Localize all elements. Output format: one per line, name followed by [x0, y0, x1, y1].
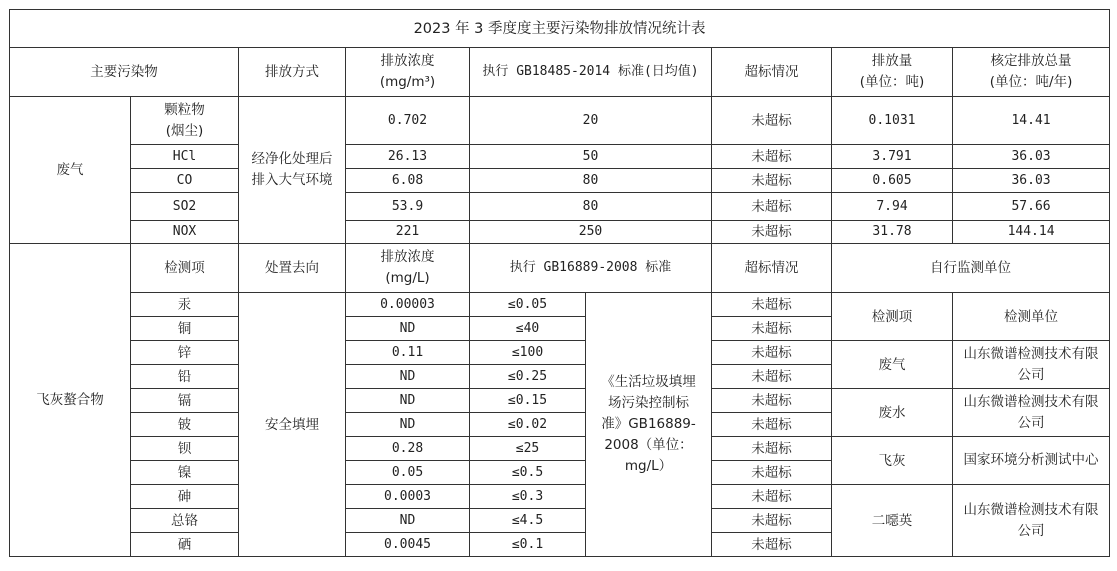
- ash-exceed: 未超标: [712, 389, 832, 413]
- ash-exceed: 未超标: [712, 509, 832, 533]
- air-item: SO2: [131, 193, 239, 221]
- ash-conc: 0.28: [346, 437, 470, 461]
- monitor-item: 二噁英: [832, 485, 953, 557]
- monitor-unit: 国家环境分析测试中心: [953, 437, 1110, 485]
- ash-exceed: 未超标: [712, 365, 832, 389]
- ash-item: 汞: [131, 293, 239, 317]
- header-quota-unit: (单位：吨/年): [989, 74, 1073, 90]
- air-exceed: 未超标: [712, 221, 832, 244]
- air-amount: 0.605: [832, 169, 953, 193]
- header-quota: [953, 48, 1110, 97]
- ash-conc: ND: [346, 365, 470, 389]
- ash-header-item: 检测项: [131, 244, 239, 293]
- air-conc: 26.13: [346, 145, 470, 169]
- ash-limit: ≤40: [470, 317, 586, 341]
- ash-limit: ≤0.5: [470, 461, 586, 485]
- header-concentration-unit: (mg/m³): [379, 74, 436, 90]
- air-exceed: 未超标: [712, 145, 832, 169]
- air-exceed: 未超标: [712, 169, 832, 193]
- air-exceed: 未超标: [712, 193, 832, 221]
- ash-conc: 0.00003: [346, 293, 470, 317]
- ash-limit: ≤0.05: [470, 293, 586, 317]
- ash-conc: 0.05: [346, 461, 470, 485]
- header-concentration: [346, 48, 470, 97]
- header-exceed: 超标情况: [712, 48, 832, 97]
- ash-conc: ND: [346, 389, 470, 413]
- ash-header-concentration: [346, 244, 470, 293]
- table-row: [10, 145, 1110, 169]
- ash-header-concentration-label: 排放浓度: [380, 249, 435, 265]
- header-pollutant: 主要污染物: [10, 48, 239, 97]
- ash-header-exceed: 超标情况: [712, 244, 832, 293]
- ash-item: 钡: [131, 437, 239, 461]
- table-row: [10, 389, 1110, 413]
- header-quota-label: 核定排放总量: [990, 53, 1072, 69]
- ash-header-standard: 执行 GB16889-2008 标准: [470, 244, 712, 293]
- header-standard: 执行 GB18485-2014 标准(日均值): [470, 48, 712, 97]
- ash-limit: ≤0.25: [470, 365, 586, 389]
- ash-item: 铍: [131, 413, 239, 437]
- monitor-unit: 山东微谱检测技术有限公司: [953, 485, 1110, 557]
- pollutant-emission-table: [9, 9, 1110, 557]
- air-standard: 80: [470, 193, 712, 221]
- ash-disposal: 安全填埋: [239, 293, 346, 557]
- ash-header-disposal: 处置去向: [239, 244, 346, 293]
- air-amount: 31.78: [832, 221, 953, 244]
- table-row: [10, 169, 1110, 193]
- ash-limit: ≤100: [470, 341, 586, 365]
- header-amount: [832, 48, 953, 97]
- ash-conc: ND: [346, 317, 470, 341]
- table-row: [10, 193, 1110, 221]
- header-concentration-label: 排放浓度: [380, 53, 435, 69]
- air-standard: 20: [470, 97, 712, 145]
- ash-conc: 0.11: [346, 341, 470, 365]
- ash-exceed: 未超标: [712, 485, 832, 509]
- table-row: [10, 97, 1110, 145]
- air-quota: 144.14: [953, 221, 1110, 244]
- air-item: HCl: [131, 145, 239, 169]
- table-row: [10, 293, 1110, 317]
- header-amount-unit: (单位：吨): [859, 74, 925, 90]
- ash-exceed: 未超标: [712, 461, 832, 485]
- ash-limit: ≤0.02: [470, 413, 586, 437]
- air-conc: 221: [346, 221, 470, 244]
- ash-header-monitor: 自行监测单位: [832, 244, 1110, 293]
- monitor-header-item: 检测项: [832, 293, 953, 341]
- ash-conc: ND: [346, 509, 470, 533]
- ash-item: 硒: [131, 533, 239, 557]
- air-method: 经净化处理后排入大气环境: [239, 97, 346, 244]
- ash-item: 锌: [131, 341, 239, 365]
- monitor-item: 飞灰: [832, 437, 953, 485]
- air-standard: 50: [470, 145, 712, 169]
- ash-item: 铅: [131, 365, 239, 389]
- air-amount: 3.791: [832, 145, 953, 169]
- ash-limit: ≤0.1: [470, 533, 586, 557]
- ash-conc: ND: [346, 413, 470, 437]
- air-conc: 53.9: [346, 193, 470, 221]
- ash-category: 飞灰螯合物: [10, 244, 131, 557]
- air-quota: 14.41: [953, 97, 1110, 145]
- ash-header-concentration-unit: (mg/L): [385, 270, 430, 286]
- air-quota: 36.03: [953, 169, 1110, 193]
- header-method: 排放方式: [239, 48, 346, 97]
- ash-exceed: 未超标: [712, 341, 832, 365]
- air-conc: 6.08: [346, 169, 470, 193]
- monitor-unit: 山东微谱检测技术有限公司: [953, 341, 1110, 389]
- monitor-header-unit: 检测单位: [953, 293, 1110, 341]
- air-item: NOX: [131, 221, 239, 244]
- ash-conc: 0.0045: [346, 533, 470, 557]
- table-row: [10, 221, 1110, 244]
- air-quota: 57.66: [953, 193, 1110, 221]
- ash-item: 砷: [131, 485, 239, 509]
- ash-exceed: 未超标: [712, 413, 832, 437]
- ash-exceed: 未超标: [712, 317, 832, 341]
- monitor-item: 废气: [832, 341, 953, 389]
- ash-exceed: 未超标: [712, 533, 832, 557]
- ash-limit: ≤25: [470, 437, 586, 461]
- air-standard: 80: [470, 169, 712, 193]
- ash-item: 镉: [131, 389, 239, 413]
- monitor-unit: 山东微谱检测技术有限公司: [953, 389, 1110, 437]
- ash-conc: 0.0003: [346, 485, 470, 509]
- ash-limit: ≤0.3: [470, 485, 586, 509]
- air-item: CO: [131, 169, 239, 193]
- air-amount: 7.94: [832, 193, 953, 221]
- ash-item: 铜: [131, 317, 239, 341]
- ash-limit: ≤0.15: [470, 389, 586, 413]
- air-category: 废气: [10, 97, 131, 244]
- monitor-item: 废水: [832, 389, 953, 437]
- air-quota: 36.03: [953, 145, 1110, 169]
- air-item: 颗粒物 (烟尘): [131, 97, 239, 145]
- ash-standard-note: 《生活垃圾填埋场污染控制标准》GB16889-2008（单位：mg/L）: [586, 293, 712, 557]
- table-title: 2023 年 3 季度度主要污染物排放情况统计表: [10, 10, 1110, 48]
- table-row: [10, 437, 1110, 461]
- air-conc: 0.702: [346, 97, 470, 145]
- table-row: [10, 485, 1110, 509]
- table-row: [10, 341, 1110, 365]
- ash-limit: ≤4.5: [470, 509, 586, 533]
- ash-exceed: 未超标: [712, 437, 832, 461]
- air-exceed: 未超标: [712, 97, 832, 145]
- air-amount: 0.1031: [832, 97, 953, 145]
- ash-exceed: 未超标: [712, 293, 832, 317]
- ash-item: 总铬: [131, 509, 239, 533]
- header-amount-label: 排放量: [871, 53, 913, 69]
- air-standard: 250: [470, 221, 712, 244]
- ash-item: 镍: [131, 461, 239, 485]
